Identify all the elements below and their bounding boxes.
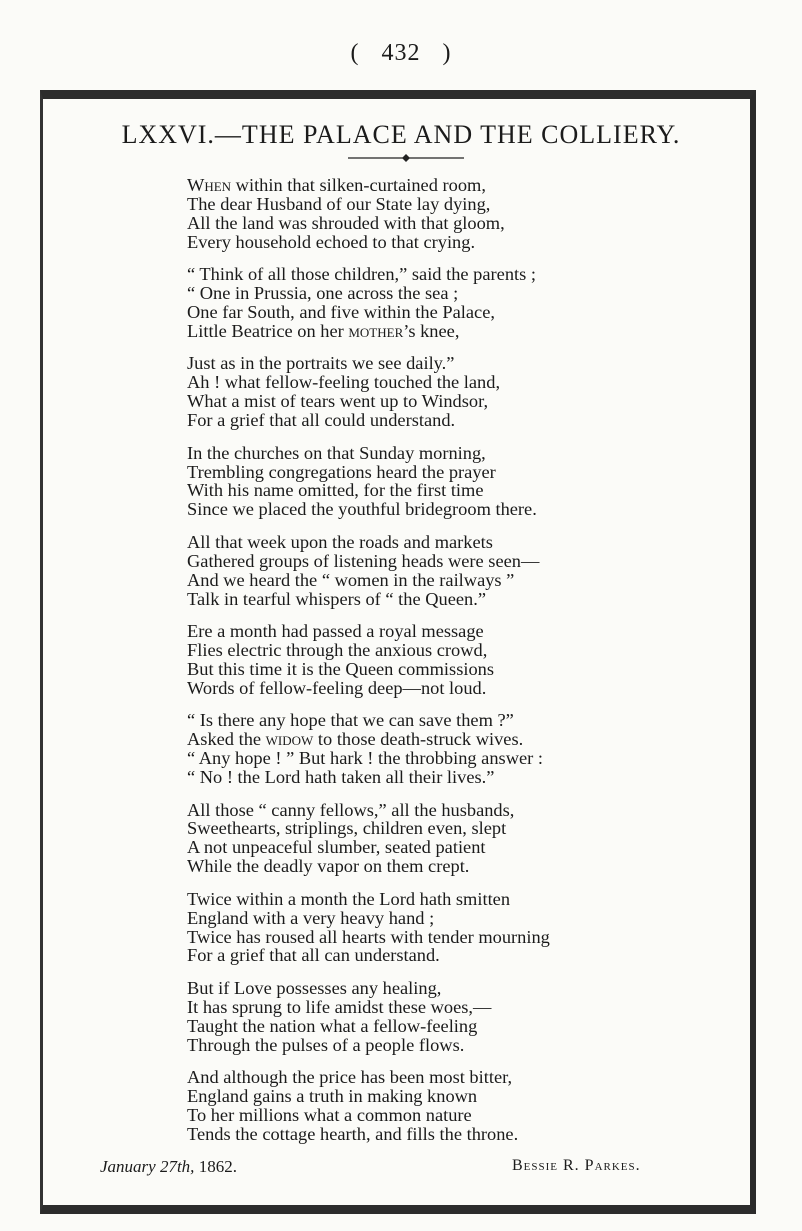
poem-line: With his name omitted, for the first time — [187, 480, 484, 501]
date-month-day: January 27th, — [100, 1157, 195, 1176]
line-text: Little Beatrice on her — [187, 320, 349, 341]
poem-line: And although the price has been most bitter, — [187, 1067, 513, 1088]
poem-line: Just as in the portraits we see daily.” — [187, 353, 455, 374]
poem-line: It has sprung to life amidst these woes,— — [187, 996, 492, 1017]
poem-line: The dear Husband of our State lay dying, — [187, 193, 491, 214]
poem-line: What a mist of tears went up to Windsor, — [187, 391, 489, 412]
stanza — [187, 1068, 707, 1144]
poem-line: But this time it is the Queen commissions — [187, 658, 495, 679]
author-signature: Bessie R. Parkes. — [512, 1157, 641, 1174]
poem-line: Ere a month had passed a royal message — [187, 621, 484, 642]
poem-line: A not unpeaceful slumber, seated patient — [187, 837, 486, 858]
date-year: 1862. — [194, 1157, 237, 1176]
poem-line: Twice has roused all hearts with tender mourning — [187, 926, 550, 947]
stanza — [187, 176, 707, 252]
stanza — [187, 801, 707, 877]
line-text: within that silken-curtained room, — [231, 175, 486, 195]
small-caps-word: When — [187, 175, 232, 195]
poem-line: Words of fellow-feeling deep—not loud. — [187, 677, 487, 698]
poem-line: All the land was shrouded with that gloom, — [187, 212, 505, 233]
poem-body — [187, 176, 707, 1157]
poem-line: “ Think of all those children,” said the parents ; — [187, 264, 536, 285]
poem-line: Talk in tearful whispers of “ the Queen.” — [187, 588, 486, 609]
open-paren: ( — [350, 40, 360, 66]
stanza — [187, 444, 707, 520]
stanza — [187, 622, 707, 698]
poem-line: Since we placed the youthful bridegroom there. — [187, 499, 537, 520]
poem-line: England with a very heavy hand ; — [187, 907, 435, 928]
poem-line: Twice within a month the Lord hath smitten — [187, 888, 511, 909]
poem-line: Flies electric through the anxious crowd, — [187, 640, 488, 660]
stanza — [187, 533, 707, 609]
poem-line: All that week upon the roads and markets — [187, 531, 493, 552]
poem-line: In the churches on that Sunday morning, — [187, 442, 486, 463]
poem-line: And we heard the “ women in the railways ” — [187, 569, 515, 590]
poem-line: All those “ canny fellows,” all the husbands, — [187, 799, 515, 820]
poem-line: “ Is there any hope that we can save them ?” — [187, 710, 514, 731]
page-number — [0, 40, 802, 67]
poem-line: Ah ! what fellow-feeling touched the land, — [187, 372, 501, 393]
close-paren: ) — [442, 40, 452, 66]
poem-line: To her millions what a common nature — [187, 1105, 472, 1125]
line-text: Asked the — [187, 729, 266, 750]
poem-line — [187, 730, 707, 749]
stanza — [187, 354, 707, 430]
poem-line: Through the pulses of a people flows. — [187, 1034, 465, 1055]
date-line — [100, 1157, 237, 1177]
poem-line: For a grief that all can understand. — [187, 945, 440, 966]
line-text: ’s knee, — [403, 320, 460, 341]
poem-line: “ Any hope ! ” But hark ! the throbbing answer : — [187, 748, 543, 769]
poem-line: Trembling congregations heard the prayer — [187, 461, 496, 482]
poem-line: Sweethearts, striplings, children even, slept — [187, 818, 507, 839]
poem-line: While the deadly vapor on them crept. — [187, 856, 470, 877]
poem-line: Every household echoed to that crying. — [187, 231, 476, 252]
small-caps-word: widow — [265, 729, 314, 750]
stanza — [187, 711, 707, 787]
poem-line — [187, 176, 707, 195]
small-caps-word: mother — [348, 320, 404, 341]
poem-title: LXXVI.—THE PALACE AND THE COLLIERY. — [121, 120, 681, 149]
stanza — [187, 265, 707, 341]
poem-line: Tends the cottage hearth, and fills the throne. — [187, 1123, 519, 1144]
stanza — [187, 979, 707, 1055]
ornament-divider — [346, 150, 466, 166]
page-number-value: 432 — [381, 40, 421, 66]
poem-line: Gathered groups of listening heads were seen— — [187, 550, 540, 571]
poem-line: But if Love possesses any healing, — [187, 977, 442, 998]
poem-line: “ One in Prussia, one across the sea ; — [187, 283, 459, 304]
stanza — [187, 890, 707, 966]
poem-line: Taught the nation what a fellow-feeling — [187, 1015, 478, 1036]
poem-line: For a grief that all could understand. — [187, 410, 456, 431]
poem-line: “ No ! the Lord hath taken all their lives.” — [187, 767, 495, 788]
poem-line — [187, 322, 707, 341]
poem-line: England gains a truth in making known — [187, 1086, 478, 1107]
line-text: to those death-struck wives. — [313, 729, 524, 750]
poem-line: One far South, and five within the Palace, — [187, 302, 495, 323]
